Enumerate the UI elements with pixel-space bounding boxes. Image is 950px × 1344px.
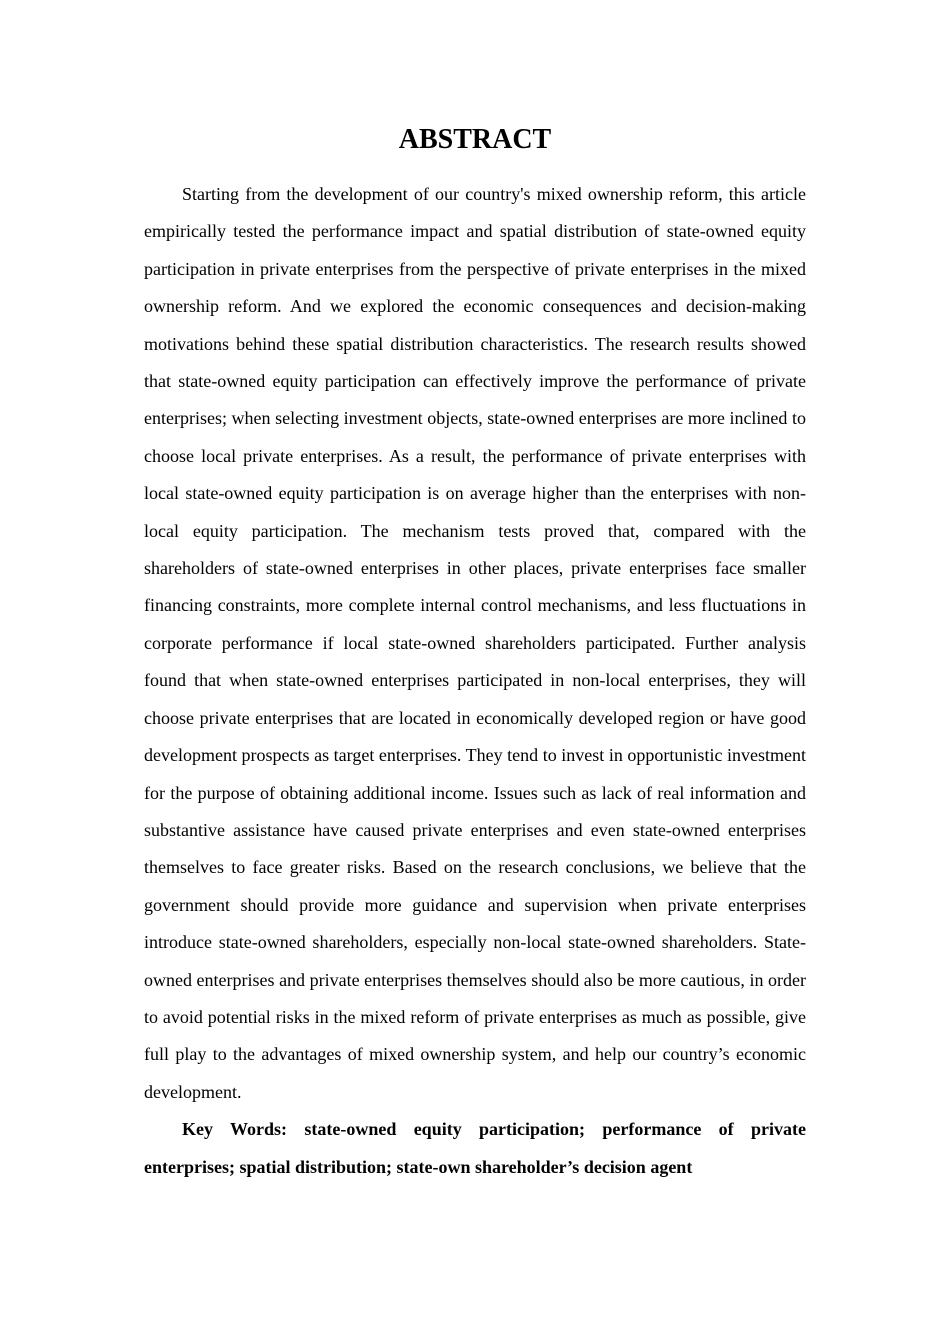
- abstract-body: Starting from the development of our country's mixed ownership reform, this article empirically tested the performance impact and spatial distribution of state-owned equity participation in private enterprises from the perspective of private enterprises in the mixed ownership reform. And we explored the economic consequences and decision-making motivations behind these spatial distribution characteristics. The research results showed that state-owned equity participation can effectively improve the performance of private enterprises; when selecting investment objects, state-owned enterprises are more inclined to choose local private enterprises. As a result, the performance of private enterprises with local state-owned equity participation is on average higher than the enterprises with non-local equity participation. The mechanism tests proved that, compared with the shareholders of state-owned enterprises in other places, private enterprises face smaller financing constraints, more complete internal control mechanisms, and less fluctuations in corporate performance if local state-owned shareholders participated. Further analysis found that when state-owned enterprises participated in non-local enterprises, they will choose private enterprises that are located in economically developed region or have good development prospects as target enterprises. They tend to invest in opportunistic investment for the purpose of obtaining additional income. Issues such as lack of real information and substantive assistance have caused private enterprises and even state-owned enterprises themselves to face greater risks. Based on the research conclusions, we believe that the government should provide more guidance and supervision when private enterprises introduce state-owned shareholders, especially non-local state-owned shareholders. State-owned enterprises and private enterprises themselves should also be more cautious, in order to avoid potential risks in the mixed reform of private enterprises as much as possible, give full play to the advantages of mixed ownership system, and help our country’s economic development.: [144, 184, 806, 1102]
- keywords-line: Key Words: state-owned equity participation; performance of private enterprises; spatial distribution; state-own shareholder’s decision agent: [144, 1119, 806, 1177]
- abstract-title: ABSTRACT: [398, 124, 552, 155]
- abstract-page: [144, 122, 806, 1186]
